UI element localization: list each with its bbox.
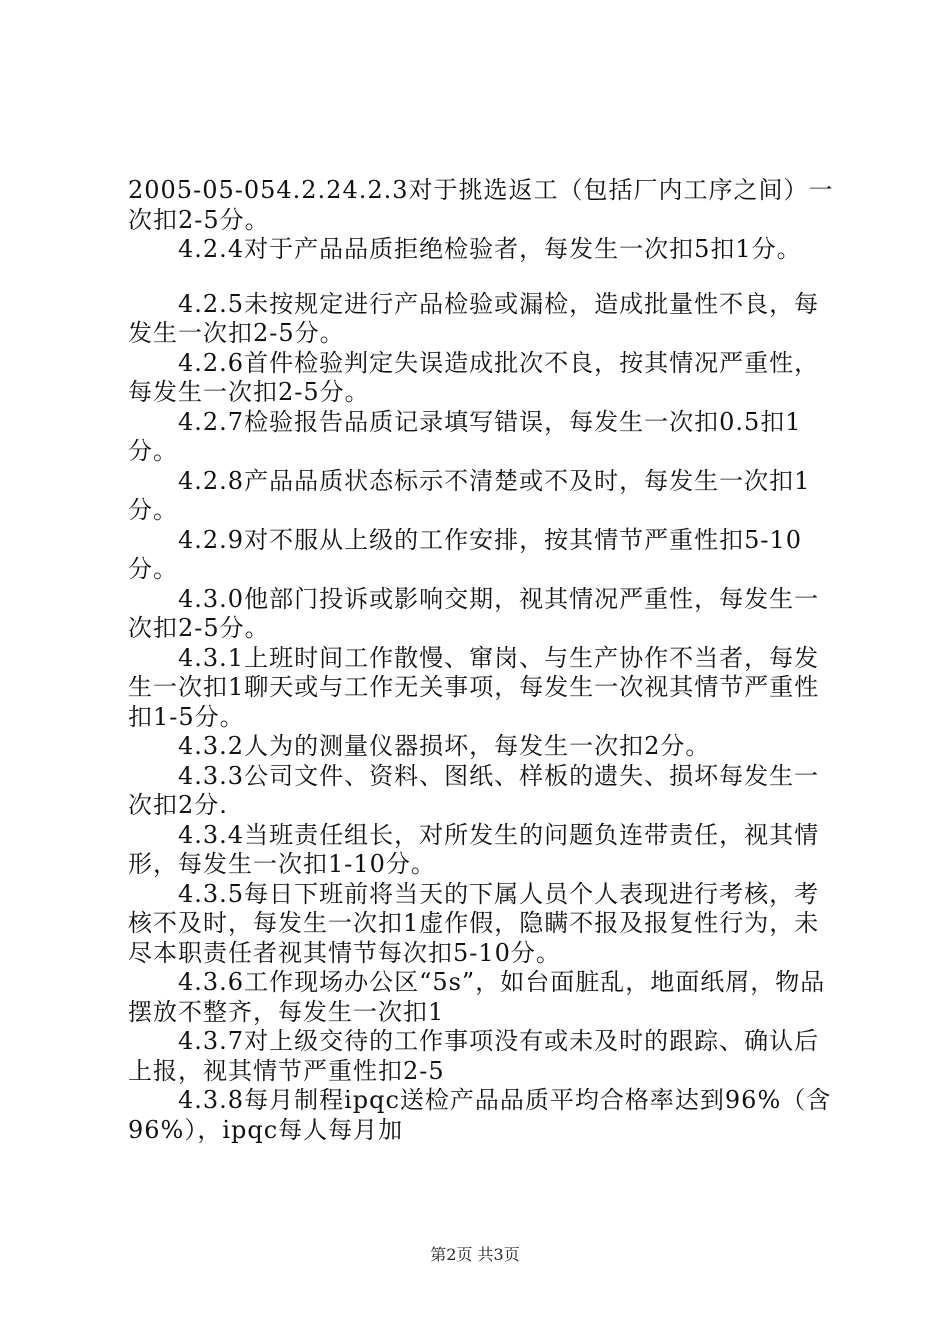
paragraph-4-2-9: 4.2.9对不服从上级的工作安排，按其情节严重性扣5-10分。	[128, 525, 802, 583]
paragraph-4-2-6: 4.2.6首件检验判定失误造成批次不良，按其情况严重性，每发生一次扣2-5分。	[128, 348, 820, 406]
paragraph-4-3-6: 4.3.6工作现场办公区“5s”，如台面脏乱，地面纸屑，物品摆放不整齐，每发生一次扣1	[128, 968, 826, 1026]
paragraph-4-2-5: 4.2.5未按规定进行产品检验或漏检，造成批量性不良，每发生一次扣2-5分。	[128, 289, 820, 347]
paragraph-4-3-8: 4.3.8每月制程ipqc送检产品品质平均合格率达到96%（含96%），ipqc每人每月加	[128, 1086, 832, 1144]
paragraph-4-2-7: 4.2.7检验报告品质记录填写错误，每发生一次扣0.5扣1分。	[128, 407, 802, 465]
paragraph-4-3-4: 4.3.4当班责任组长，对所发生的问题负连带责任，视其情形，每发生一次扣1-10分。	[128, 820, 820, 878]
paragraph-4-3-5: 4.3.5每日下班前将当天的下属人员个人表现进行考核，考核不及时，每发生一次扣1虚作假，隐瞒不报及报复性行为，未尽本职责任者视其情节每次扣5-10分。	[128, 879, 820, 967]
paragraph-4-2-3: 2005-05-054.2.24.2.3对于挑选返工（包括厂内工序之间）一次扣2-5分。	[128, 176, 834, 234]
paragraph-4-3-1: 4.3.1上班时间工作散慢、窜岗、与生产协作不当者，每发生一次扣1聊天或与工作无关事项，每发生一次视其情节严重性扣1-5分。	[128, 643, 820, 731]
paragraph-4-3-3: 4.3.3公司文件、资料、图纸、样板的遗失、损坏每发生一次扣2分.	[128, 761, 820, 819]
paragraph-4-3-0: 4.3.0他部门投诉或影响交期，视其情况严重性，每发生一次扣2-5分。	[128, 584, 820, 642]
page-number-footer: 第2页 共3页	[430, 1245, 520, 1264]
paragraph-4-3-2: 4.3.2人为的测量仪器损坏，每发生一次扣2分。	[178, 732, 711, 760]
document-body	[128, 176, 840, 1145]
paragraph-4-2-4: 4.2.4对于产品品质拒绝检验者，每发生一次扣5扣1分。	[178, 235, 802, 263]
paragraph-4-3-7: 4.3.7对上级交待的工作事项没有或未及时的跟踪、确认后上报，视其情节严重性扣2-5	[128, 1027, 820, 1085]
paragraph-4-2-8: 4.2.8产品品质状态标示不清楚或不及时，每发生一次扣1分。	[128, 466, 811, 524]
